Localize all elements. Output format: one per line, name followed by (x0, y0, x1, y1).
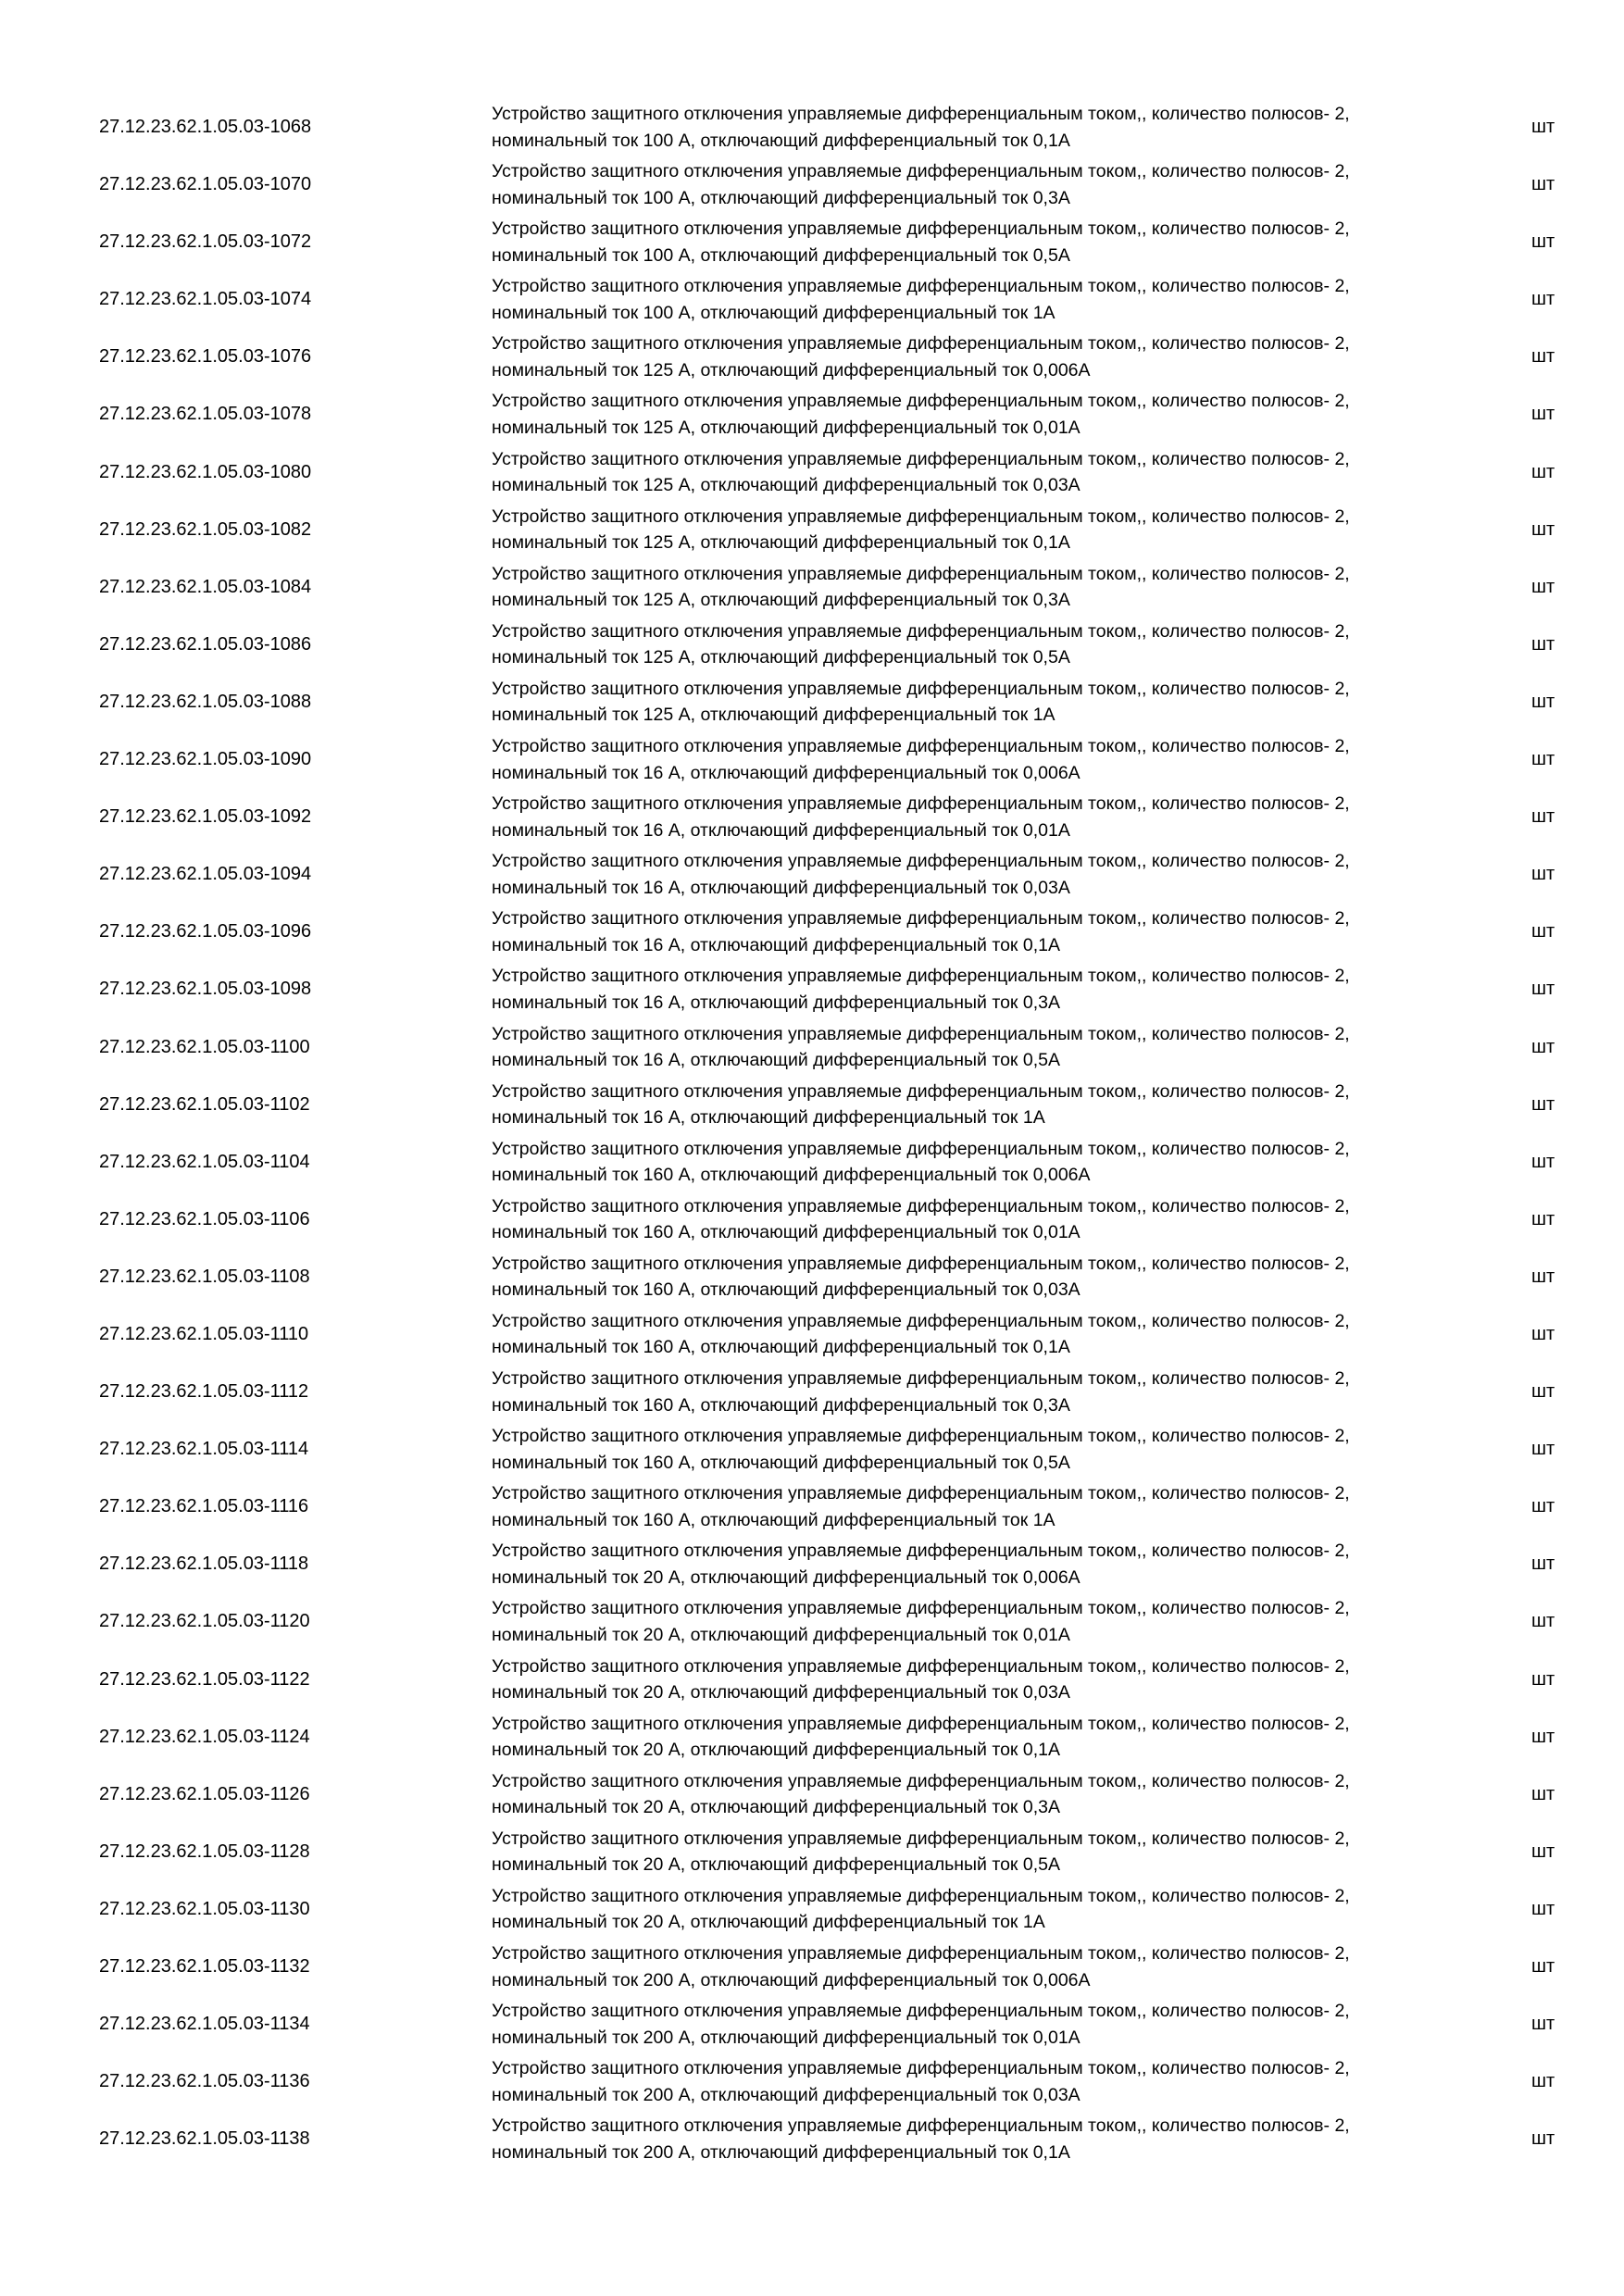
item-description (492, 1595, 1473, 1648)
table-row (0, 1766, 1624, 1823)
item-code: 27.12.23.62.1.05.03-1082 (99, 518, 312, 540)
table-row (0, 673, 1624, 730)
item-unit: шт (1531, 1266, 1555, 1287)
description-line-1: Устройство защитного отключения управляемые дифференциальным током,, количество полюсов- 2, (492, 966, 1350, 987)
item-unit: шт (1531, 1726, 1555, 1747)
item-code: 27.12.23.62.1.05.03-1084 (99, 576, 312, 597)
item-description (492, 1711, 1473, 1764)
item-description (492, 848, 1473, 901)
description-line-2: номинальный ток 100 А, отключающий дифференциальный ток 0,5А (492, 244, 1070, 266)
table-row (0, 501, 1624, 558)
item-unit: шт (1531, 1496, 1555, 1517)
table-row (0, 270, 1624, 328)
description-line-1: Устройство защитного отключения управляемые дифференциальным током,, количество полюсов- 2, (492, 851, 1350, 872)
item-description (492, 1883, 1473, 1936)
item-unit: шт (1531, 231, 1555, 253)
table-row (0, 1651, 1624, 1708)
description-line-2: номинальный ток 16 А, отключающий дифференциальный ток 0,006А (492, 762, 1081, 783)
description-line-2: номинальный ток 16 А, отключающий дифференциальный ток 0,03А (492, 877, 1070, 898)
description-line-2: номинальный ток 125 А, отключающий дифференциальный ток 0,1А (492, 532, 1070, 554)
item-description (492, 1366, 1473, 1418)
item-code: 27.12.23.62.1.05.03-1088 (99, 691, 312, 712)
item-description (492, 618, 1473, 671)
description-line-1: Устройство защитного отключения управляемые дифференциальным током,, количество полюсов- 2, (492, 1368, 1350, 1390)
item-description (492, 388, 1473, 441)
item-code: 27.12.23.62.1.05.03-1090 (99, 749, 312, 770)
item-code: 27.12.23.62.1.05.03-1134 (99, 2014, 310, 2035)
item-unit: шт (1531, 174, 1555, 195)
item-unit: шт (1531, 518, 1555, 540)
description-line-1: Устройство защитного отключения управляемые дифференциальным током,, количество полюсов- 2, (492, 1541, 1350, 1562)
description-line-1: Устройство защитного отключения управляемые дифференциальным током,, количество полюсов- 2, (492, 448, 1350, 469)
item-unit: шт (1531, 1898, 1555, 1919)
table-row (0, 960, 1624, 1017)
item-description (492, 1653, 1473, 1706)
description-line-1: Устройство защитного отключения управляемые дифференциальным током,, количество полюсов- 2, (492, 1253, 1350, 1274)
item-unit: шт (1531, 864, 1555, 885)
description-line-1: Устройство защитного отключения управляемые дифференциальным током,, количество полюсов- 2, (492, 678, 1350, 699)
table-row (0, 1018, 1624, 1076)
item-description (492, 1998, 1473, 2051)
description-line-1: Устройство защитного отключения управляемые дифференциальным током,, количество полюсов- 2, (492, 1310, 1350, 1331)
item-code: 27.12.23.62.1.05.03-1130 (99, 1898, 310, 1919)
description-line-1: Устройство защитного отключения управляемые дифференциальным током,, количество полюсов- 2, (492, 563, 1350, 584)
description-line-2: номинальный ток 100 А, отключающий дифференциальный ток 0,1А (492, 130, 1070, 151)
item-unit: шт (1531, 2128, 1555, 2150)
table-row (0, 1592, 1624, 1650)
description-line-2: номинальный ток 20 А, отключающий дифференциальный ток 0,03А (492, 1682, 1070, 1703)
item-code: 27.12.23.62.1.05.03-1094 (99, 864, 312, 885)
table-row (0, 1708, 1624, 1766)
item-code: 27.12.23.62.1.05.03-1118 (99, 1554, 309, 1575)
item-code: 27.12.23.62.1.05.03-1070 (99, 174, 312, 195)
description-line-1: Устройство защитного отключения управляемые дифференциальным током,, количество полюсов- 2, (492, 276, 1350, 297)
item-unit: шт (1531, 289, 1555, 310)
item-code: 27.12.23.62.1.05.03-1078 (99, 404, 312, 425)
description-line-1: Устройство защитного отключения управляемые дифференциальным током,, количество полюсов- 2, (492, 1828, 1350, 1849)
table-row (0, 903, 1624, 960)
item-code: 27.12.23.62.1.05.03-1132 (99, 1956, 310, 1977)
item-unit: шт (1531, 1093, 1555, 1115)
item-description (492, 1308, 1473, 1361)
item-unit: шт (1531, 1381, 1555, 1403)
item-unit: шт (1531, 1554, 1555, 1575)
item-description (492, 733, 1473, 786)
item-description (492, 1021, 1473, 1074)
description-line-1: Устройство защитного отключения управляемые дифференциальным током,, количество полюсов- 2, (492, 505, 1350, 527)
description-line-1: Устройство защитного отключения управляемые дифференциальным током,, количество полюсов- 2, (492, 1483, 1350, 1504)
table-row (0, 1995, 1624, 2053)
table-row (0, 1535, 1624, 1592)
table-row (0, 443, 1624, 501)
table-row (0, 1478, 1624, 1535)
item-description (492, 963, 1473, 1016)
item-unit: шт (1531, 461, 1555, 482)
description-line-1: Устройство защитного отключения управляемые дифференциальным током,, количество полюсов- 2, (492, 620, 1350, 642)
item-code: 27.12.23.62.1.05.03-1098 (99, 979, 312, 1000)
table-row (0, 616, 1624, 673)
item-unit: шт (1531, 346, 1555, 368)
description-line-2: номинальный ток 125 А, отключающий дифференциальный ток 1А (492, 705, 1056, 726)
item-code: 27.12.23.62.1.05.03-1074 (99, 289, 312, 310)
description-line-2: номинальный ток 20 А, отключающий дифференциальный ток 0,5А (492, 1854, 1060, 1876)
item-description (492, 1251, 1473, 1304)
item-description (492, 905, 1473, 958)
item-unit: шт (1531, 117, 1555, 137)
description-line-1: Устройство защитного отключения управляемые дифференциальным током,, количество полюсов- 2, (492, 1655, 1350, 1677)
item-code: 27.12.23.62.1.05.03-1068 (99, 117, 312, 137)
table-row (0, 1938, 1624, 1995)
item-unit: шт (1531, 1611, 1555, 1632)
table-row (0, 730, 1624, 788)
price-list-table (0, 98, 1624, 2167)
description-line-1: Устройство защитного отключения управляемые дифференциальным током,, количество полюсов- 2, (492, 104, 1350, 124)
description-line-2: номинальный ток 125 А, отключающий дифференциальный ток 0,3А (492, 590, 1070, 611)
item-description (492, 158, 1473, 211)
table-row (0, 1191, 1624, 1248)
item-unit: шт (1531, 979, 1555, 1000)
description-line-2: номинальный ток 20 А, отключающий дифференциальный ток 0,01А (492, 1624, 1070, 1645)
description-line-2: номинальный ток 100 А, отключающий дифференциальный ток 0,3А (492, 187, 1070, 208)
item-code: 27.12.23.62.1.05.03-1104 (99, 1151, 310, 1172)
table-row (0, 1823, 1624, 1880)
table-row (0, 2053, 1624, 2110)
item-description (492, 1768, 1473, 1821)
description-line-2: номинальный ток 16 А, отключающий дифференциальный ток 1А (492, 1107, 1045, 1129)
item-code: 27.12.23.62.1.05.03-1102 (99, 1093, 310, 1115)
item-code: 27.12.23.62.1.05.03-1120 (99, 1611, 310, 1632)
item-unit: шт (1531, 1208, 1555, 1229)
item-unit: шт (1531, 1956, 1555, 1977)
item-code: 27.12.23.62.1.05.03-1096 (99, 921, 312, 942)
item-unit: шт (1531, 1783, 1555, 1804)
item-code: 27.12.23.62.1.05.03-1076 (99, 346, 312, 368)
description-line-1: Устройство защитного отключения управляемые дифференциальным током,, количество полюсов- 2, (492, 161, 1350, 182)
description-line-1: Устройство защитного отключения управляемые дифференциальным током,, количество полюсов- 2, (492, 333, 1350, 355)
table-row (0, 1305, 1624, 1363)
item-code: 27.12.23.62.1.05.03-1112 (99, 1381, 309, 1403)
item-unit: шт (1531, 921, 1555, 942)
description-line-1: Устройство защитного отключения управляемые дифференциальным током,, количество полюсов- 2, (492, 2001, 1350, 2022)
table-row (0, 1133, 1624, 1191)
description-line-1: Устройство защитного отключения управляемые дифференциальным током,, количество полюсов- 2, (492, 1713, 1350, 1734)
item-description (492, 561, 1473, 614)
item-description (492, 2055, 1473, 2108)
table-row (0, 788, 1624, 845)
item-code: 27.12.23.62.1.05.03-1136 (99, 2071, 310, 2092)
table-row (0, 98, 1624, 156)
description-line-1: Устройство защитного отключения управляемые дифференциальным током,, количество полюсов- 2, (492, 2115, 1350, 2137)
description-line-2: номинальный ток 100 А, отключающий дифференциальный ток 1А (492, 302, 1056, 323)
table-row (0, 2110, 1624, 2167)
description-line-1: Устройство защитного отключения управляемые дифференциальным током,, количество полюсов- 2, (492, 736, 1350, 757)
item-description (492, 1826, 1473, 1878)
description-line-2: номинальный ток 160 А, отключающий дифференциальный ток 0,01А (492, 1222, 1081, 1243)
description-line-2: номинальный ток 200 А, отключающий дифференциальный ток 0,006А (492, 1969, 1091, 1990)
item-description (492, 101, 1473, 154)
item-unit: шт (1531, 576, 1555, 597)
item-description (492, 1538, 1473, 1591)
item-description (492, 791, 1473, 843)
item-code: 27.12.23.62.1.05.03-1108 (99, 1266, 310, 1287)
item-code: 27.12.23.62.1.05.03-1092 (99, 806, 312, 828)
item-description (492, 676, 1473, 729)
item-unit: шт (1531, 1323, 1555, 1344)
description-line-1: Устройство защитного отключения управляемые дифференциальным током,, количество полюсов- 2, (492, 1943, 1350, 1964)
table-row (0, 156, 1624, 213)
item-unit: шт (1531, 806, 1555, 828)
table-row (0, 558, 1624, 616)
description-line-2: номинальный ток 125 А, отключающий дифференциальный ток 0,01А (492, 417, 1081, 438)
table-row (0, 1248, 1624, 1305)
description-line-1: Устройство защитного отключения управляемые дифференциальным током,, количество полюсов- 2, (492, 1023, 1350, 1044)
description-line-2: номинальный ток 125 А, отключающий дифференциальный ток 0,5А (492, 647, 1070, 668)
item-unit: шт (1531, 1668, 1555, 1690)
description-line-1: Устройство защитного отключения управляемые дифференциальным током,, количество полюсов- 2, (492, 793, 1350, 815)
item-unit: шт (1531, 404, 1555, 425)
item-unit: шт (1531, 1841, 1555, 1862)
item-code: 27.12.23.62.1.05.03-1100 (99, 1036, 310, 1057)
description-line-2: номинальный ток 200 А, отключающий дифференциальный ток 0,01А (492, 2027, 1081, 2048)
item-code: 27.12.23.62.1.05.03-1124 (99, 1726, 310, 1747)
item-description (492, 504, 1473, 556)
description-line-1: Устройство защитного отключения управляемые дифференциальным током,, количество полюсов- 2, (492, 1598, 1350, 1619)
item-unit: шт (1531, 2071, 1555, 2092)
item-code: 27.12.23.62.1.05.03-1114 (99, 1439, 309, 1460)
item-unit: шт (1531, 691, 1555, 712)
item-description (492, 2113, 1473, 2165)
item-description (492, 1079, 1473, 1131)
item-code: 27.12.23.62.1.05.03-1126 (99, 1783, 310, 1804)
description-line-2: номинальный ток 160 А, отключающий дифференциальный ток 0,3А (492, 1394, 1070, 1416)
item-unit: шт (1531, 633, 1555, 655)
item-code: 27.12.23.62.1.05.03-1122 (99, 1668, 310, 1690)
description-line-1: Устройство защитного отключения управляемые дифференциальным током,, количество полюсов- 2, (492, 1080, 1350, 1102)
table-row (0, 385, 1624, 443)
item-code: 27.12.23.62.1.05.03-1106 (99, 1208, 310, 1229)
description-line-2: номинальный ток 160 А, отключающий дифференциальный ток 0,006А (492, 1165, 1091, 1186)
item-unit: шт (1531, 1439, 1555, 1460)
description-line-2: номинальный ток 160 А, отключающий дифференциальный ток 0,03А (492, 1279, 1081, 1301)
description-line-2: номинальный ток 20 А, отключающий дифференциальный ток 1А (492, 1912, 1045, 1933)
item-description (492, 1480, 1473, 1533)
description-line-1: Устройство защитного отключения управляемые дифференциальным током,, количество полюсов- 2, (492, 1426, 1350, 1447)
item-code: 27.12.23.62.1.05.03-1080 (99, 461, 312, 482)
description-line-2: номинальный ток 16 А, отключающий дифференциальный ток 0,3А (492, 992, 1060, 1013)
item-description (492, 1940, 1473, 1993)
item-description (492, 273, 1473, 326)
item-code: 27.12.23.62.1.05.03-1086 (99, 633, 312, 655)
item-description (492, 331, 1473, 383)
description-line-2: номинальный ток 160 А, отключающий дифференциальный ток 0,1А (492, 1337, 1070, 1358)
description-line-1: Устройство защитного отключения управляемые дифференциальным током,, количество полюсов- 2, (492, 1885, 1350, 1906)
item-unit: шт (1531, 749, 1555, 770)
description-line-1: Устройство защитного отключения управляемые дифференциальным током,, количество полюсов- 2, (492, 908, 1350, 930)
description-line-2: номинальный ток 16 А, отключающий дифференциальный ток 0,5А (492, 1050, 1060, 1070)
table-row (0, 1880, 1624, 1938)
item-description (492, 1423, 1473, 1476)
item-code: 27.12.23.62.1.05.03-1128 (99, 1841, 310, 1862)
description-line-2: номинальный ток 200 А, отключающий дифференциальный ток 0,03А (492, 2084, 1081, 2105)
description-line-2: номинальный ток 20 А, отключающий дифференциальный ток 0,006А (492, 1566, 1081, 1588)
description-line-1: Устройство защитного отключения управляемые дифференциальным током,, количество полюсов- 2, (492, 1770, 1350, 1791)
description-line-1: Устройство защитного отключения управляемые дифференциальным током,, количество полюсов- 2, (492, 1195, 1350, 1217)
item-description (492, 1136, 1473, 1189)
description-line-1: Устройство защитного отключения управляемые дифференциальным током,, количество полюсов- 2, (492, 391, 1350, 412)
item-description (492, 216, 1473, 268)
description-line-2: номинальный ток 16 А, отключающий дифференциальный ток 0,01А (492, 819, 1070, 841)
item-unit: шт (1531, 2014, 1555, 2035)
description-line-2: номинальный ток 20 А, отключающий дифференциальный ток 0,3А (492, 1797, 1060, 1818)
description-line-1: Устройство защитного отключения управляемые дифференциальным током,, количество полюсов- 2, (492, 218, 1350, 240)
item-description (492, 1193, 1473, 1246)
table-row (0, 845, 1624, 903)
item-code: 27.12.23.62.1.05.03-1138 (99, 2128, 310, 2150)
table-row (0, 1420, 1624, 1478)
description-line-2: номинальный ток 125 А, отключающий дифференциальный ток 0,03А (492, 475, 1081, 496)
description-line-2: номинальный ток 16 А, отключающий дифференциальный ток 0,1А (492, 934, 1060, 955)
table-row (0, 213, 1624, 270)
item-unit: шт (1531, 1151, 1555, 1172)
item-description (492, 446, 1473, 499)
description-line-1: Устройство защитного отключения управляемые дифференциальным током,, количество полюсов- 2, (492, 2058, 1350, 2079)
description-line-1: Устройство защитного отключения управляемые дифференциальным током,, количество полюсов- 2, (492, 1138, 1350, 1159)
item-unit: шт (1531, 1036, 1555, 1057)
description-line-2: номинальный ток 160 А, отключающий дифференциальный ток 0,5А (492, 1452, 1070, 1473)
description-line-2: номинальный ток 160 А, отключающий дифференциальный ток 1А (492, 1509, 1056, 1530)
description-line-2: номинальный ток 200 А, отключающий дифференциальный ток 0,1А (492, 2141, 1070, 2163)
table-row (0, 328, 1624, 385)
description-line-2: номинальный ток 20 А, отключающий дифференциальный ток 0,1А (492, 1740, 1060, 1761)
item-code: 27.12.23.62.1.05.03-1116 (99, 1496, 309, 1517)
item-code: 27.12.23.62.1.05.03-1110 (99, 1323, 309, 1344)
table-row (0, 1076, 1624, 1133)
table-row (0, 1363, 1624, 1420)
description-line-2: номинальный ток 125 А, отключающий дифференциальный ток 0,006А (492, 359, 1091, 381)
item-code: 27.12.23.62.1.05.03-1072 (99, 231, 312, 253)
